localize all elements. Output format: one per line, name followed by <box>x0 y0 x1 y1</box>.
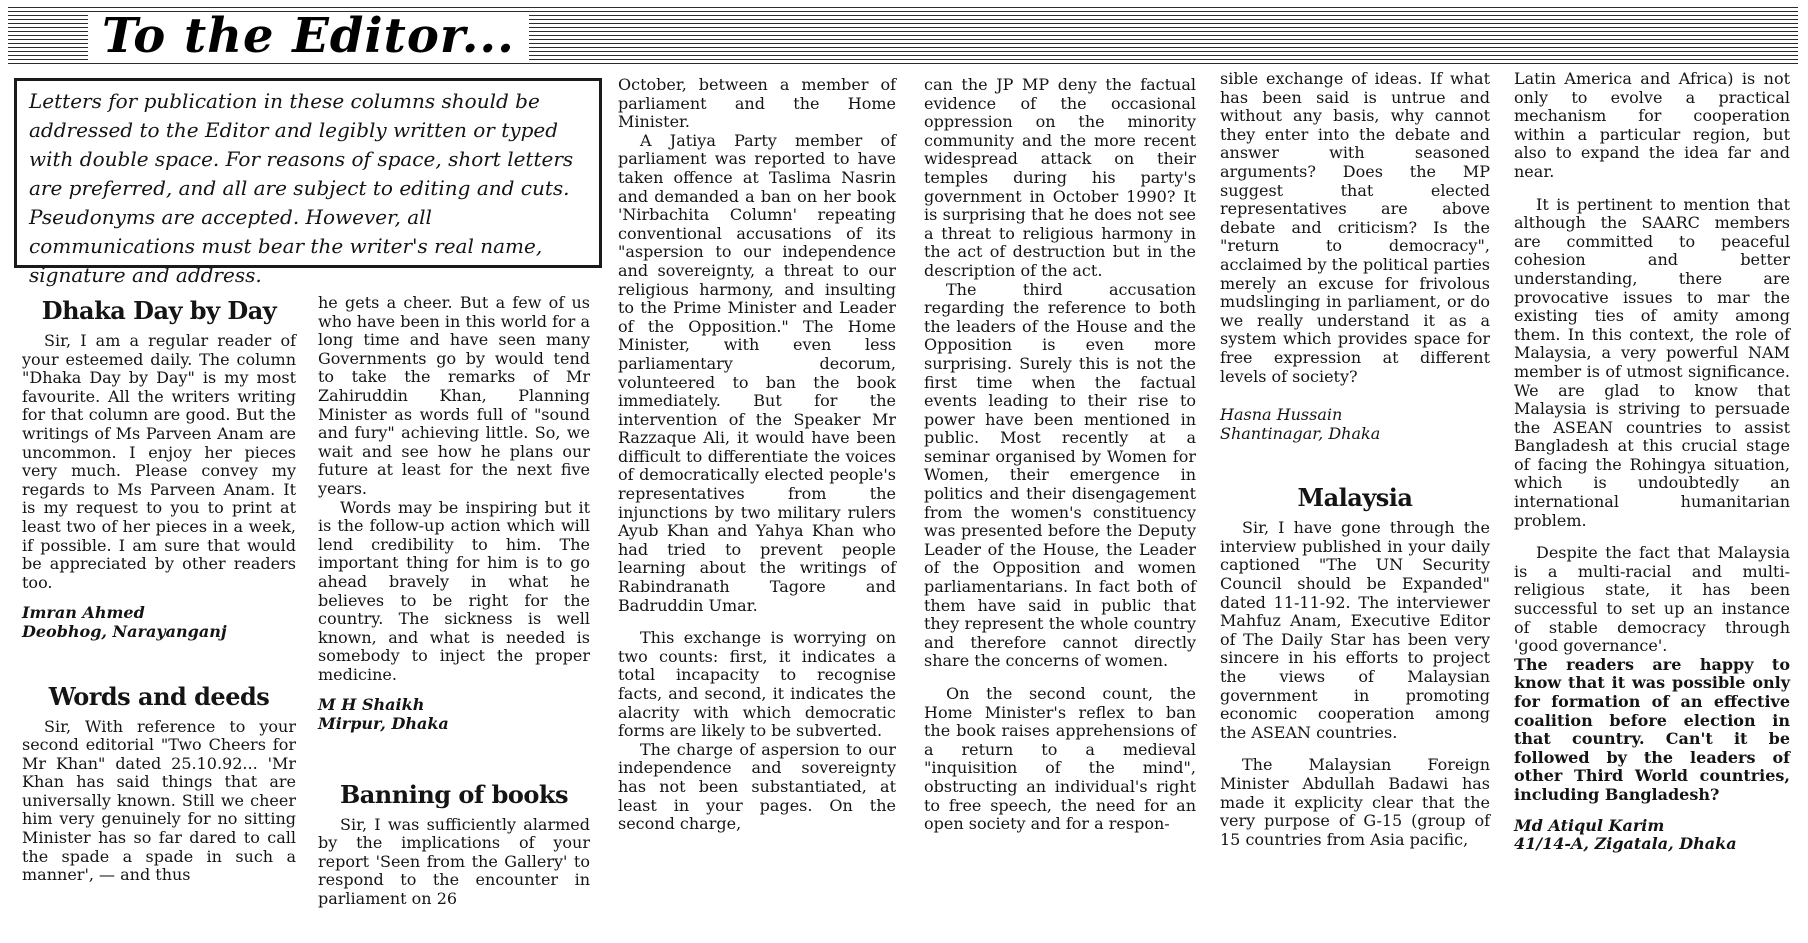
letter-heading-malaysia: Malaysia <box>1297 483 1413 513</box>
letter-heading-dhaka-day-by-day: Dhaka Day by Day <box>41 296 277 325</box>
letter-heading-banning-of-books: Banning of books <box>339 779 569 809</box>
letter-body: Sir, I was sufficiently alarmed by the implications of your report 'Seen from the Gallery' to respond to the encounter in parliament on 26 <box>318 814 590 909</box>
letter-body: A Jatiya Party member of parliament was reported to have taken offence at Taslima Nasrin and demanded a ban on her book 'Nirbachita Column' repeating conventional accusations of its "aspersion to our independence and sovereignty, a threat to our religious harmony, and insulting to the Prime Minister and Leader of the Opposition." The Home Minister, with even less parliamentary decorum, volunteered to ban the book immediately. But for the intervention of the Speaker Mr Razzaque Ali, it would have been difficult to differentiate the voices of democratically elected people's representatives from the injunctions by two military rulers Ayub Khan and Yahya Khan who had tried to prevent people learning about the writings of Rabindranath Tagore and Badruddin Umar. <box>618 130 896 615</box>
column-2 <box>318 294 590 934</box>
letter-heading-words-and-deeds: Words and deeds <box>48 681 270 711</box>
column-3 <box>618 76 896 936</box>
signature-name: Hasna Hussain <box>1220 405 1343 425</box>
letter-body: Despite the fact that Malaysia is a multi-racial and multi-religious state, it has been successful to set up an instance of stable democracy through 'good governance'. <box>1514 543 1790 656</box>
column-1 <box>22 296 296 932</box>
column-6 <box>1514 70 1790 934</box>
section-banner <box>8 4 1798 66</box>
letter-body: It is pertinent to mention that although the SAARC members are committed to peaceful cohesion and better understanding, there are provocative issues to mar the existing ties of amity among them. In this context, the role of Malaysia, a very powerful NAM member is of utmost significance. We are glad to know that Malaysia is striving to persuade the ASEAN countries to assist Bangladesh at this crucial stage of facing the Rohingya situation, which is undoubtedly an international humanitarian problem. <box>1514 194 1790 530</box>
editorial-notice-box: Letters for publication in these columns should be addressed to the Editor and legibly written or typed with double space. For reasons of space, short letters are preferred, and all are subject to editing and cuts. Pseudonyms are accepted. However, all communications must bear the writer's real name, signature and address. <box>14 78 602 268</box>
letter-body: he gets a cheer. But a few of us who have been in this world for a long time and have seen many Governments go by would tend to take the remarks of Mr Zahiruddin Khan, Planning Minister as words full of "sound and fury" achieving little. So, we wait and see how he plans our future at least for the next five years. <box>318 293 590 498</box>
letter-body: This exchange is worrying on two counts: first, it indicates a total incapacity to recognise facts, and second, it indicates the alacrity with which democratic forms are likely to be subverted. <box>618 628 896 741</box>
letter-body: The third accusation regarding the reference to both the leaders of the House and the Opposition is even more surprising. Surely this is not the first time when the factual events leading to their rise to power have been mentioned in public. Most recently at a seminar organised by Women for Women, their emergence in politics and their disengagement from the women's constituency was presented before the Deputy Leader of the House, the Leader of the Opposition and women parliamentarians. In fact both of them have said in public that they represent the whole country and therefore cannot directly share the concerns of women. <box>924 279 1196 671</box>
letter-signature <box>318 696 590 733</box>
letter-body: The readers are happy to know that it was possible only for formation of an effective coalition before election in that country. Can't it be followed by the leaders of other Third World countries, including Bangladesh? <box>1514 654 1790 804</box>
letter-body: Words may be inspiring but it is the follow-up action which will lend credibility to him. The important thing for him is to go ahead bravely in what he believes to be right for the country. The sickness is well known, and what is needed is somebody to inject the proper medicine. <box>318 497 590 684</box>
letter-signature <box>1220 406 1490 443</box>
letter-body: sible exchange of ideas. If what has been said is untrue and without any basis, why cannot they enter into the debate and answer with seasoned arguments? Does the MP suggest that elected representatives are above debate and criticism? Is the "return to democracy", acclaimed by the political parties merely an excuse for frivolous mudslinging in parliament, or do we really understand it as a system which provides space for free expression at different levels of society? <box>1220 69 1490 386</box>
letter-body: can the JP MP deny the factual evidence of the occasional oppression on the minority community and the more recent widespread attack on their temples during his party's government in October 1990? It is surprising that he does not see a threat to religious harmony in the act of destruction but in the description of the act. <box>924 75 1196 280</box>
letter-body: Sir, I have gone through the interview published in your daily captioned "The UN Security Council should be Expanded" dated 11-11-92. The interviewer Mahfuz Anam, Executive Editor of The Daily Star has been very sincere in his efforts to project the views of Malaysian government in promoting economic cooperation among the ASEAN countries. <box>1220 518 1490 742</box>
signature-place: Deobhog, Narayanganj <box>22 621 227 641</box>
letter-body: On the second count, the Home Minister's reflex to ban the book raises apprehensions of a return to a medieval "inquisition of the mind", obstructing an individual's right to free speech, the need for an open society and for a respon- <box>924 684 1196 834</box>
letter-signature <box>1514 817 1790 854</box>
column-4 <box>924 76 1196 936</box>
letter-body: The Malaysian Foreign Minister Abdullah Badawi has made it explicity clear that the very purpose of G-15 (group of 15 countries from Asia pacific, <box>1220 755 1490 849</box>
signature-place: Shantinagar, Dhaka <box>1220 423 1381 443</box>
signature-place: 41/14-A, Zigatala, Dhaka <box>1514 834 1737 854</box>
section-title: To the Editor... <box>88 12 529 60</box>
letter-body: Sir, I am a regular reader of your esteemed daily. The column "Dhaka Day by Day" is my most favourite. All the writers writing for that column are good. But the writings of Ms Parveen Anam are uncommon. I enjoy her pieces very much. Please convey my regards to Ms Parveen Anam. It is my request to you to print at least two of her pieces in a week, if possible. I am sure that would be appreciated by other readers too. <box>22 331 296 592</box>
signature-name: Md Atiqul Karim <box>1514 815 1665 835</box>
letter-signature <box>22 604 296 641</box>
letter-body: The charge of aspersion to our independence and sovereignty has not been substantiated, at least in your pages. On the second charge, <box>618 739 896 834</box>
letter-body: October, between a member of parliament and the Home Minister. <box>618 75 896 132</box>
signature-place: Mirpur, Dhaka <box>318 714 449 734</box>
column-5 <box>1220 70 1490 934</box>
signature-name: M H Shaikh <box>318 695 425 715</box>
letter-body: Sir, With reference to your second editorial "Two Cheers for Mr Khan" dated 25.10.92... 'Mr Khan has said things that are universally known. Still we cheer him very genuinely for no sitting Minister has so far dared to call the spade a spade in such a manner', — and thus <box>22 716 296 885</box>
signature-name: Imran Ahmed <box>22 603 145 623</box>
letter-body: Latin America and Africa) is not only to evolve a practical mechanism for cooperation within a particular region, but also to expand the idea far and near. <box>1514 69 1790 181</box>
